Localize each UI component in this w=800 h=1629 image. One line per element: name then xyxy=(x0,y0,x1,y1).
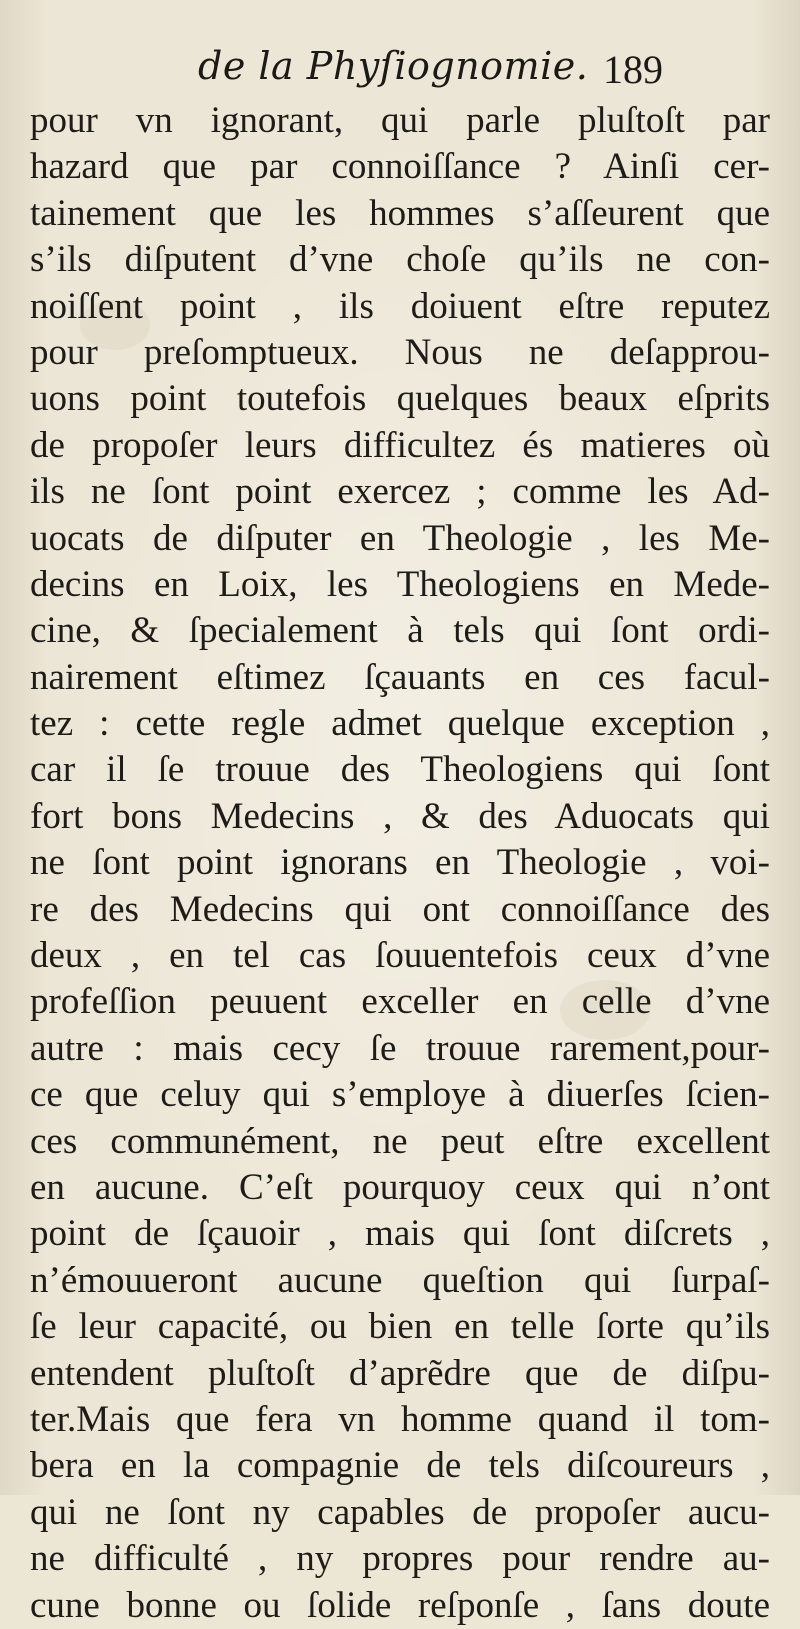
text-line: entendent pluſtoſt d’aprẽdre que de diſpu- xyxy=(30,1352,770,1394)
text-line: ter.Mais que fera vn homme quand il tom- xyxy=(30,1398,770,1440)
text-line: re des Medecins qui ont connoiſſance des xyxy=(30,888,770,930)
text-line: ils ne ſont point exercez ; comme les Ad- xyxy=(30,471,770,513)
text-line: cune bonne ou ſolide reſponſe , ſans doute xyxy=(30,1584,770,1626)
text-line: en aucune. C’eſt pourquoy ceux qui n’ont xyxy=(30,1166,770,1208)
text-line: qui ne ſont ny capables de propoſer aucu- xyxy=(30,1491,770,1533)
text-line: uons point toutefois quelques beaux eſprits xyxy=(30,378,770,420)
text-line: n’émouueront aucune queſtion qui ſurpaſ- xyxy=(30,1259,770,1301)
text-line: de propoſer leurs difficultez és matieres où xyxy=(30,424,770,466)
text-line: nairement eſtimez ſçauants en ces facul- xyxy=(30,656,770,698)
text-line: deux , en tel cas ſouuentefois ceux d’vne xyxy=(30,935,770,977)
text-line: cine, & ſpecialement à tels qui ſont ordi- xyxy=(30,610,770,652)
text-line: ces communément, ne peut eſtre excellent xyxy=(30,1120,770,1162)
page-number: 189 xyxy=(603,47,663,92)
text-line: uocats de diſputer en Theologie , les Me- xyxy=(30,517,770,559)
text-line: s’ils diſputent d’vne choſe qu’ils ne con- xyxy=(30,239,770,281)
text-line: point de ſçauoir , mais qui ſont diſcrets , xyxy=(30,1213,770,1255)
text-line: profeſſion peuuent exceller en celle d’vne xyxy=(30,981,770,1023)
text-line: hazard que par connoiſſance ? Ainſi cer- xyxy=(30,146,770,188)
text-line: bera en la compagnie de tels diſcoureurs , xyxy=(30,1445,770,1487)
text-line: ſe leur capacité, ou bien en telle ſorte qu’ils xyxy=(30,1306,770,1348)
text-line: car il ſe trouue des Theologiens qui ſont xyxy=(30,749,770,791)
page-header xyxy=(0,40,800,100)
text-line: noiſſent point , ils doiuent eſtre reputez xyxy=(30,285,770,327)
text-line: pour preſomptueux. Nous ne deſapprou- xyxy=(30,331,770,373)
text-line: tez : cette regle admet quelque exception , xyxy=(30,703,770,745)
text-line: tainement que les hommes s’aſſeurent que xyxy=(30,192,770,234)
running-title: de la Phyſiognomie. xyxy=(198,44,589,88)
text-line: ne ſont point ignorans en Theologie , voi- xyxy=(30,842,770,884)
text-line: ne difficulté , ny propres pour rendre au- xyxy=(30,1538,770,1580)
text-line: decins en Loix, les Theologiens en Mede- xyxy=(30,563,770,605)
body-text xyxy=(30,98,770,1629)
text-line: pour vn ignorant, qui parle pluſtoſt par xyxy=(30,100,770,141)
text-line: fort bons Medecins , & des Aduocats qui xyxy=(30,795,770,837)
text-line: autre : mais cecy ſe trouue rarement,pour- xyxy=(30,1027,770,1069)
text-line: ce que celuy qui s’employe à diuerſes ſcien- xyxy=(30,1074,770,1116)
